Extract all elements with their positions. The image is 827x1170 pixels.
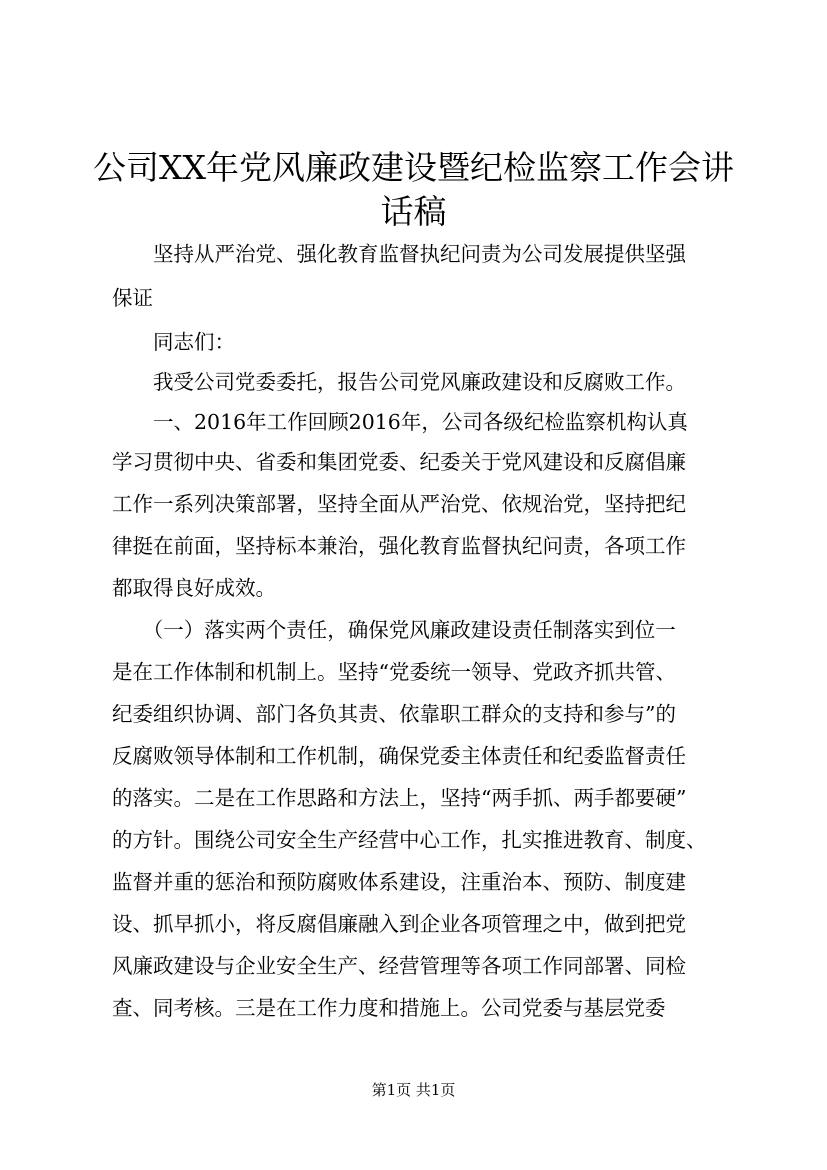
body-line: 风廉政建设与企业安全生产、经营管理等各项工作同部署、同检 [112,954,686,978]
body-line: 工作一系列决策部署，坚持全面从严治党、依规治党，坚持把纪 [112,492,686,516]
body-line: （一）落实两个责任，确保党风廉政建设责任制落实到位一 [112,618,676,642]
body-line: 都取得良好成效。 [112,576,276,600]
body-line: 监督并重的惩治和预防腐败体系建设，注重治本、预防、制度建 [112,870,686,894]
body-line: 的落实。二是在工作思路和方法上，坚持“两手抓、两手都要硬” [112,786,687,810]
body-line: 纪委组织协调、部门各负其责、依靠职工群众的支持和参与”的 [112,702,676,726]
body-line: 设、抓早抓小，将反腐倡廉融入到企业各项管理之中，做到把党 [112,912,686,936]
body-line: 坚持从严治党、强化教育监督执纪问责为公司发展提供坚强 [112,242,686,266]
body-line: 我受公司党委委托，报告公司党风廉政建设和反腐败工作。 [112,370,686,394]
body-line: 同志们： [112,330,235,354]
document-title-line-2: 话稿 [380,192,447,231]
body-line: 的方针。围绕公司安全生产经营中心工作，扎实推进教育、制度、 [112,828,707,852]
body-line: 一、2016年工作回顾2016年，公司各级纪检监察机构认真 [112,410,688,434]
body-line: 是在工作体制和机制上。坚持“党委统一领导、党政齐抓共管、 [112,660,676,684]
document-title-line-1: 公司XX年党风廉政建设暨纪检监察工作会讲 [93,148,734,187]
body-line: 律挺在前面，坚持标本兼治，强化教育监督执纪问责，各项工作 [112,534,686,558]
body-line: 查、同考核。三是在工作力度和措施上。公司党委与基层党委 [112,996,666,1020]
body-line: 反腐败领导体制和工作机制，确保党委主体责任和纪委监督责任 [112,744,686,768]
page-footer: 第1页 共1页 [371,1081,456,1099]
body-line: 保证 [112,286,153,310]
body-line: 学习贯彻中央、省委和集团党委、纪委关于党风建设和反腐倡廉 [112,450,686,474]
